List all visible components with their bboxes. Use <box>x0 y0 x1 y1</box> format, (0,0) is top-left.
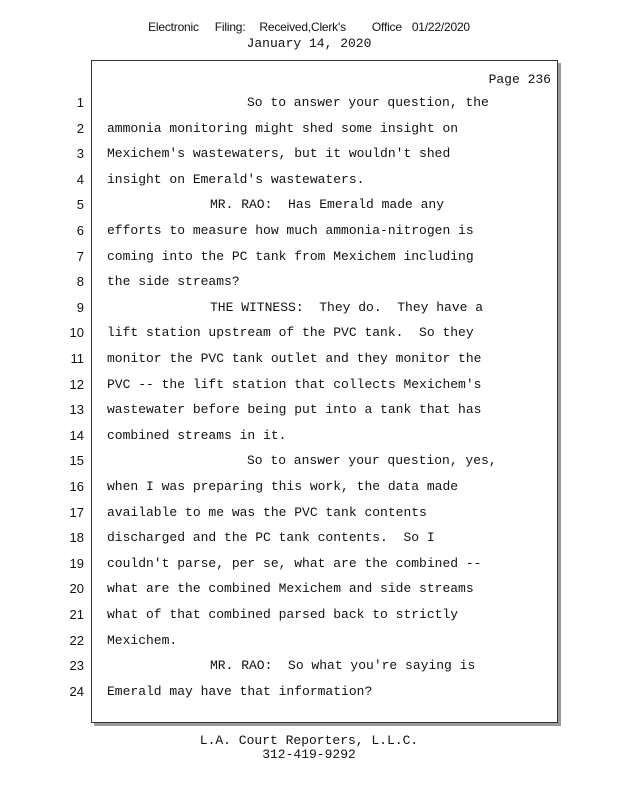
transcript-line: insight on Emerald's wastewaters. <box>107 171 365 187</box>
line-number: 5 <box>76 197 84 213</box>
line-number: 10 <box>69 325 84 341</box>
stamp-part: Electronic <box>148 20 199 34</box>
line-number: 15 <box>69 453 84 469</box>
transcript-line: coming into the PC tank from Mexichem including <box>107 248 474 264</box>
transcript-line: discharged and the PC tank contents. So I <box>107 530 435 546</box>
stamp-part: Filing: <box>214 20 246 34</box>
line-number: 6 <box>76 223 84 238</box>
transcript-line: So to answer your question, yes, <box>247 453 497 469</box>
line-number: 11 <box>70 351 84 366</box>
line-number: 12 <box>69 376 84 392</box>
line-number: 2 <box>76 120 84 136</box>
transcript-line: Mexichem's wastewaters, but it wouldn't shed <box>107 146 451 162</box>
line-number: 17 <box>69 504 84 520</box>
line-number: 21 <box>69 607 84 622</box>
line-number: 8 <box>76 274 84 290</box>
line-number: 18 <box>69 530 84 546</box>
stamp-part: Received,Clerk's <box>259 20 346 34</box>
line-number: 1 <box>76 95 84 110</box>
line-number: 22 <box>69 632 84 648</box>
transcript-line: So to answer your question, the <box>247 95 489 110</box>
line-number: 16 <box>69 479 84 494</box>
transcript-line: MR. RAO: So what you're saying is <box>210 658 476 674</box>
stamp-part: 01/22/2020 <box>411 20 470 34</box>
line-number: 9 <box>76 299 84 315</box>
filing-stamp <box>0 20 618 34</box>
transcript-line: lift station upstream of the PVC tank. So they <box>107 325 474 341</box>
line-number: 14 <box>69 427 84 443</box>
reporter-phone: 312-419-9292 <box>262 747 356 762</box>
transcript-line: couldn't parse, per se, what are the combined -- <box>107 555 482 571</box>
transcript-line: what of that combined parsed back to strictly <box>107 607 459 622</box>
line-number: 19 <box>69 555 84 571</box>
transcript-line: Mexichem. <box>107 632 178 648</box>
line-number: 20 <box>69 581 84 597</box>
stamp-part: Office <box>371 20 402 34</box>
line-number: 3 <box>76 146 84 162</box>
line-number: 24 <box>69 683 84 699</box>
reporter-company: L.A. Court Reporters, L.L.C. <box>199 733 419 748</box>
transcript-line: available to me was the PVC tank contents <box>107 504 427 520</box>
transcript-line: THE WITNESS: They do. They have a <box>210 299 484 315</box>
transcript-date: January 14, 2020 <box>246 36 372 51</box>
page-number: Page 236 <box>488 72 551 87</box>
transcript-line: combined streams in it. <box>107 427 287 443</box>
transcript-line: PVC -- the lift station that collects Mexichem's <box>107 376 482 392</box>
transcript-line: the side streams? <box>107 274 240 290</box>
transcript-line: wastewater before being put into a tank that has <box>107 402 482 418</box>
line-number: 7 <box>76 248 84 264</box>
transcript-line: efforts to measure how much ammonia-nitrogen is <box>107 223 474 238</box>
transcript-line: monitor the PVC tank outlet and they monitor the <box>107 351 482 366</box>
transcript-line: MR. RAO: Has Emerald made any <box>210 197 445 213</box>
transcript-line: what are the combined Mexichem and side streams <box>107 581 474 597</box>
line-number: 13 <box>69 402 84 418</box>
transcript-line: when I was preparing this work, the data made <box>107 479 459 494</box>
transcript-line: Emerald may have that information? <box>107 683 373 699</box>
line-number: 23 <box>69 658 84 674</box>
transcript-line: ammonia monitoring might shed some insight on <box>107 120 459 136</box>
line-number: 4 <box>76 171 84 187</box>
